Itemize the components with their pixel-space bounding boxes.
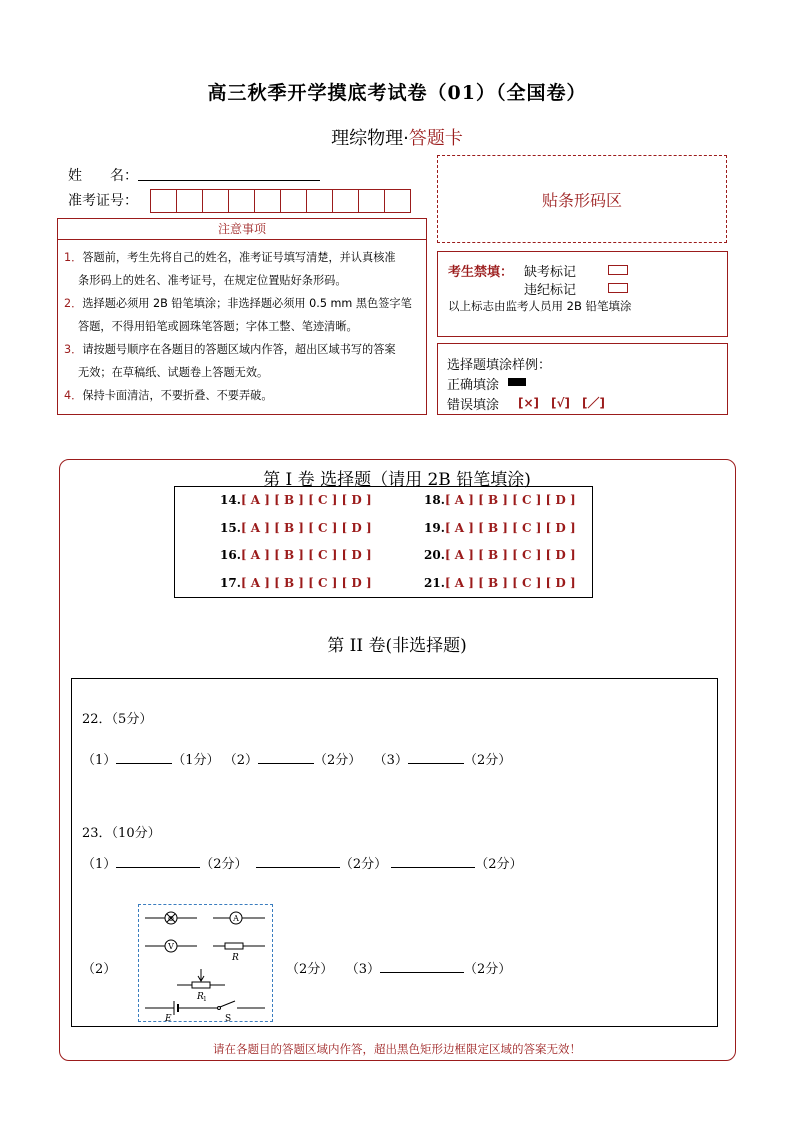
q22-title: 22．（5分） [82,712,153,727]
choice-options[interactable]: [ A ] [ B ] [ C ] [ D ] [240,576,372,590]
resistor-icon [225,943,243,949]
notice-num: 3． [64,343,83,356]
answer-blank[interactable] [391,855,475,868]
section-1-title: 第 I 卷 选择题（请用 2B 铅笔填涂) [263,470,531,490]
choice-row[interactable]: 16.[ A ] [ B ] [ C ] [ D ] [220,548,372,562]
notice-text: 保持卡面清洁，不要折叠、不要弄破。 [82,389,273,402]
choice-row[interactable]: 21.[ A ] [ B ] [ C ] [ D ] [424,576,576,590]
q23-title: 23．（10分） [82,826,161,841]
barcode-area: 贴条形码区 [437,155,727,243]
choice-options[interactable]: [ A ] [ B ] [ C ] [ D ] [444,548,576,562]
score-label: （2分） [463,962,512,977]
notice-heading: 注意事项 [57,218,427,240]
switch-label: S [225,1014,232,1021]
choice-row[interactable]: 15.[ A ] [ B ] [ C ] [ D ] [220,521,372,535]
notice-text: 无效；在草稿纸、试题卷上答题无效。 [78,366,269,379]
name-label: 姓 名： [68,168,138,184]
answer-blank[interactable] [116,751,172,764]
notice-num: 2． [64,297,83,310]
exam-number-label: 准考证号： [68,193,138,209]
correct-fill-swatch [508,378,526,386]
q22-part-2: （2） [223,753,258,768]
absent-mark-box[interactable] [608,265,628,275]
choice-row[interactable]: 20.[ A ] [ B ] [ C ] [ D ] [424,548,576,562]
choice-options[interactable]: [ A ] [ B ] [ C ] [ D ] [240,548,372,562]
exam-digit-box[interactable] [332,189,359,213]
notice-text: 选择题必须用 2B 铅笔填涂；非选择题必须用 0.5 mm 黑色签字笔 [82,297,412,310]
switch-icon [220,1001,235,1007]
q23-part-2-label: （2） [82,962,117,977]
notice-body [57,240,427,415]
choice-row[interactable]: 17.[ A ] [ B ] [ C ] [ D ] [220,576,372,590]
score-label: （2分） [313,753,362,768]
exam-digit-box[interactable] [384,189,411,213]
subject-label: 理综物理· [331,128,409,149]
fill-sample-box [437,343,728,415]
rheostat-label: R [197,992,204,1002]
score-label: （2分） [339,857,388,872]
q23-line-2 [286,958,511,977]
exam-digit-box[interactable] [280,189,307,213]
rheostat-subscript: 1 [203,996,207,1003]
score-label: （2分） [286,962,334,977]
correct-fill-label: 正确填涂 [447,378,500,393]
exam-digit-box[interactable] [358,189,385,213]
wrong-fill-label: 错误填涂 [447,398,500,413]
answer-blank[interactable] [258,751,314,764]
exam-number-boxes[interactable] [151,189,411,213]
violation-mark-box[interactable] [608,283,628,293]
notice-text: 请按题号顺序在各题目的答题区域内作答，超出区域书写的答案 [82,343,396,356]
score-label: （2分） [200,857,248,872]
answer-blank[interactable] [380,960,464,973]
choice-row[interactable]: 14.[ A ] [ B ] [ C ] [ D ] [220,493,372,507]
section-2-title: 第 II 卷(非选择题) [327,636,467,656]
notice-text: 条形码上的姓名、准考证号，在规定位置贴好条形码。 [78,274,347,287]
score-label: （2分） [475,857,523,872]
circuit-component-box[interactable] [138,904,273,1022]
score-label: （1分） [172,753,220,768]
choice-options[interactable]: [ A ] [ B ] [ C ] [ D ] [444,576,576,590]
choice-row[interactable]: 19.[ A ] [ B ] [ C ] [ D ] [424,521,576,535]
q22-part-3: （3） [373,753,408,768]
name-field[interactable] [138,180,320,181]
notice-num: 4． [64,389,83,402]
card-subtitle [0,124,794,150]
exam-digit-box[interactable] [150,189,177,213]
absent-label: 缺考标记 [524,265,577,280]
rheostat-icon [192,982,210,988]
score-label: （2分） [463,753,512,768]
proctor-marks-box [437,251,728,337]
q23-line-1 [82,853,523,872]
q23-part-1: （1） [82,857,117,872]
lamp-symbol: ⊗ [167,914,175,923]
exam-digit-box[interactable] [202,189,229,213]
exam-digit-box[interactable] [254,189,281,213]
choice-options[interactable]: [ A ] [ B ] [ C ] [ D ] [240,521,372,535]
notice-text: 答题前，考生先将自己的姓名，准考证号填写清楚，并认真核准 [82,251,396,264]
q22-part-1: （1） [82,753,117,768]
footer-warning: 请在各题目的答题区域内作答，超出黑色矩形边框限定区域的答案无效！ [213,1042,581,1056]
forbidden-note: 以上标志由监考人员用 2B 铅笔填涂 [448,299,632,313]
answer-blank[interactable] [116,855,200,868]
ammeter-symbol: A [233,914,239,923]
voltmeter-symbol: V [168,942,174,951]
circuit-symbols [139,905,272,1021]
exam-digit-box[interactable] [306,189,333,213]
choice-options[interactable]: [ A ] [ B ] [ C ] [ D ] [444,521,576,535]
violation-label: 违纪标记 [524,283,577,298]
answer-blank[interactable] [408,751,464,764]
resistor-label: R [232,953,239,963]
answer-card-label: 答题卡 [408,128,463,149]
choice-options[interactable]: [ A ] [ B ] [ C ] [ D ] [444,493,576,507]
notice-num: 1． [64,251,83,264]
choice-grid [174,486,593,598]
sample-title: 选择题填涂样例： [447,358,552,373]
notice-text: 答题，不得用铅笔或圆珠笔答题；字体工整、笔迹清晰。 [78,320,358,333]
q22-line [82,749,511,768]
battery-label: E [165,1014,172,1021]
forbidden-label: 考生禁填： [448,265,514,280]
exam-digit-box[interactable] [176,189,203,213]
answer-blank[interactable] [256,855,340,868]
q23-part-3: （3） [345,962,380,977]
wrong-fill-marks: [×] [√] [／] [518,396,605,410]
choice-row[interactable]: 18.[ A ] [ B ] [ C ] [ D ] [424,493,576,507]
choice-options[interactable]: [ A ] [ B ] [ C ] [ D ] [240,493,372,507]
page-title: 高三秋季开学摸底考试卷（01）（全国卷） [207,82,587,104]
exam-digit-box[interactable] [228,189,255,213]
